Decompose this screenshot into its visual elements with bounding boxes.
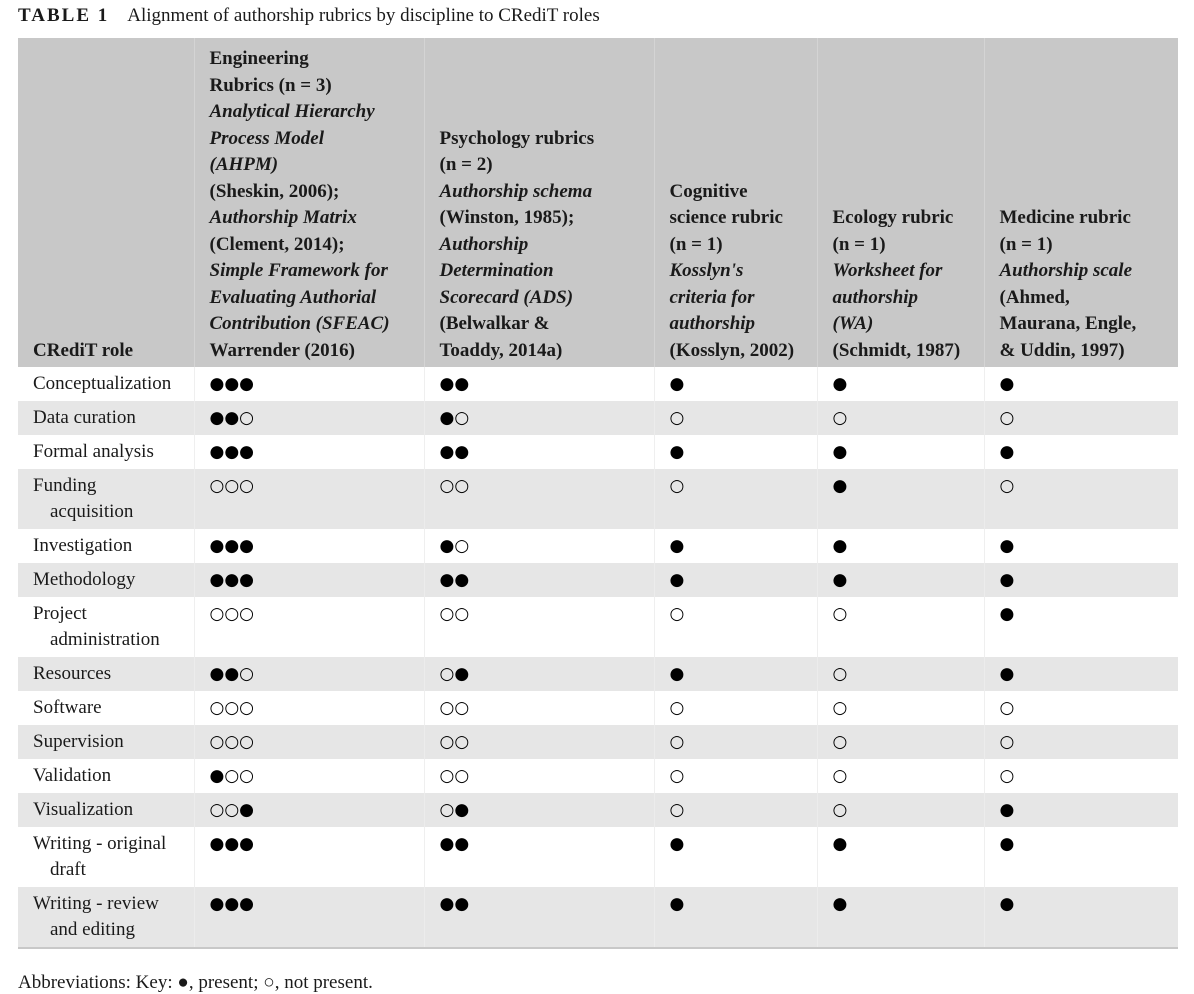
cell-credit-role: [18, 759, 194, 793]
header-line: Ecology rubric: [832, 207, 954, 228]
cell-engineering: [194, 435, 424, 469]
table-row: [18, 827, 1178, 887]
presence-indicator: ○○●: [209, 800, 255, 820]
presence-indicator: ○: [669, 604, 685, 624]
presence-indicator: ●●●: [209, 570, 255, 590]
header-line: Scorecard (ADS): [439, 286, 574, 308]
presence-indicator: ○: [999, 732, 1015, 752]
presence-indicator: ○: [669, 698, 685, 718]
header-line: (Kosslyn, 2002): [669, 339, 795, 361]
alignment-table: [18, 38, 1178, 949]
cell-engineering: [194, 691, 424, 725]
cell-credit-role: [18, 435, 194, 469]
cell-engineering: [194, 793, 424, 827]
table-caption: [18, 5, 600, 27]
presence-indicator: ●: [999, 800, 1015, 820]
cell-medicine: [984, 657, 1178, 691]
cell-engineering: [194, 657, 424, 691]
cell-psychology: [424, 759, 654, 793]
presence-indicator: ●●●: [209, 536, 255, 556]
header-line: Worksheet for: [832, 260, 943, 281]
table-body: [18, 367, 1178, 948]
header-line: Contribution (SFEAC): [209, 313, 390, 334]
presence-indicator: ●: [832, 570, 848, 590]
header-cognitive-science: [654, 38, 817, 367]
header-line: (Ahmed,: [999, 286, 1070, 308]
header-line: (WA): [832, 313, 874, 334]
cell-engineering: [194, 887, 424, 948]
presence-indicator: ●: [832, 834, 848, 854]
table-row: [18, 597, 1178, 657]
cell-cognitive-science: [654, 563, 817, 597]
cell-engineering: [194, 827, 424, 887]
table-footnote: Abbreviations: Key: ●, present; ○, not present.: [18, 972, 373, 993]
presence-indicator: ●●○: [209, 664, 255, 684]
presence-indicator: ○: [999, 698, 1015, 718]
table-row: [18, 691, 1178, 725]
presence-indicator: ○: [832, 408, 848, 428]
presence-indicator: ○: [669, 766, 685, 786]
cell-cognitive-science: [654, 793, 817, 827]
presence-indicator: ○: [832, 732, 848, 752]
cell-engineering: [194, 367, 424, 401]
table-row: [18, 367, 1178, 401]
presence-indicator: ●○○: [209, 766, 255, 786]
header-line: Authorship: [439, 233, 529, 255]
role-label: Visualization: [33, 799, 134, 820]
presence-indicator: ●: [669, 442, 685, 462]
cell-ecology: [817, 725, 984, 759]
presence-indicator: ○○: [439, 476, 470, 496]
cell-medicine: [984, 887, 1178, 948]
cell-ecology: [817, 691, 984, 725]
cell-engineering: [194, 725, 424, 759]
presence-indicator: ●: [669, 834, 685, 854]
role-label: Investigation: [33, 535, 133, 556]
header-line: (Sheskin, 2006);: [209, 180, 340, 202]
header-line: Simple Framework for: [209, 260, 388, 281]
presence-indicator: ○: [669, 408, 685, 428]
cell-cognitive-science: [654, 597, 817, 657]
presence-indicator: ●: [669, 570, 685, 590]
presence-indicator: ●: [999, 604, 1015, 624]
role-label: and editing: [50, 919, 135, 940]
table-row: [18, 657, 1178, 691]
table-row: [18, 469, 1178, 529]
cell-credit-role: [18, 563, 194, 597]
header-line: (Winston, 1985);: [439, 207, 575, 228]
cell-engineering: [194, 759, 424, 793]
cell-ecology: [817, 401, 984, 435]
header-credit-role: CRediT role: [18, 38, 194, 367]
header-line: Toaddy, 2014a): [439, 339, 563, 361]
presence-indicator: ●●: [439, 374, 470, 394]
presence-indicator: ○: [999, 408, 1015, 428]
role-label: Data curation: [33, 407, 136, 428]
cell-cognitive-science: [654, 759, 817, 793]
cell-engineering: [194, 563, 424, 597]
cell-psychology: [424, 725, 654, 759]
cell-credit-role: [18, 469, 194, 529]
table-title: Alignment of authorship rubrics by discipline to CRediT roles: [127, 5, 600, 26]
header-engineering: [194, 38, 424, 367]
presence-indicator: ●: [832, 374, 848, 394]
presence-indicator: ●: [832, 476, 848, 496]
cell-ecology: [817, 469, 984, 529]
presence-indicator: ●: [999, 570, 1015, 590]
header-line: Determination: [439, 260, 554, 281]
presence-indicator: ●●: [439, 570, 470, 590]
header-line: Authorship scale: [999, 260, 1133, 281]
presence-indicator: ●: [999, 664, 1015, 684]
cell-credit-role: [18, 597, 194, 657]
table-row: [18, 401, 1178, 435]
header-ecology: [817, 38, 984, 367]
presence-indicator: ●○: [439, 408, 470, 428]
presence-indicator: ●: [832, 894, 848, 914]
cell-cognitive-science: [654, 469, 817, 529]
cell-credit-role: [18, 529, 194, 563]
header-line: criteria for: [669, 286, 755, 308]
header-line: & Uddin, 1997): [999, 339, 1125, 361]
cell-credit-role: [18, 657, 194, 691]
cell-psychology: [424, 827, 654, 887]
cell-credit-role: [18, 725, 194, 759]
presence-indicator: ●●●: [209, 374, 255, 394]
presence-indicator: ●: [832, 536, 848, 556]
cell-psychology: [424, 367, 654, 401]
presence-indicator: ●: [832, 442, 848, 462]
presence-indicator: ○: [999, 476, 1015, 496]
role-label: Funding: [33, 475, 97, 496]
cell-ecology: [817, 529, 984, 563]
presence-indicator: ○: [669, 732, 685, 752]
cell-credit-role: [18, 691, 194, 725]
cell-medicine: [984, 597, 1178, 657]
table-row: [18, 725, 1178, 759]
header-psychology: [424, 38, 654, 367]
cell-credit-role: [18, 827, 194, 887]
role-label: Software: [33, 697, 102, 718]
presence-indicator: ○: [832, 698, 848, 718]
header-line: Medicine rubric: [999, 207, 1131, 228]
cell-medicine: [984, 759, 1178, 793]
role-label: acquisition: [50, 501, 134, 522]
header-line: Rubrics (n = 3): [209, 74, 332, 96]
cell-ecology: [817, 827, 984, 887]
presence-indicator: ●●: [439, 894, 470, 914]
presence-indicator: ●●: [439, 442, 470, 462]
presence-indicator: ●: [999, 834, 1015, 854]
table-header: [18, 38, 1178, 367]
presence-indicator: ○○: [439, 766, 470, 786]
presence-indicator: ●: [669, 894, 685, 914]
header-line: (Belwalkar &: [439, 313, 550, 334]
header-line: (n = 1): [999, 233, 1053, 255]
presence-indicator: ●: [669, 536, 685, 556]
table-row: [18, 563, 1178, 597]
cell-psychology: [424, 401, 654, 435]
header-line: (n = 1): [832, 233, 886, 255]
table-row: [18, 529, 1178, 563]
presence-indicator: ●●●: [209, 834, 255, 854]
role-label: Methodology: [33, 569, 136, 590]
cell-cognitive-science: [654, 367, 817, 401]
cell-ecology: [817, 759, 984, 793]
presence-indicator: ○: [832, 800, 848, 820]
role-label: administration: [50, 629, 160, 650]
presence-indicator: ○○○: [209, 476, 255, 496]
cell-credit-role: [18, 793, 194, 827]
presence-indicator: ●: [999, 442, 1015, 462]
cell-medicine: [984, 691, 1178, 725]
role-label: Resources: [33, 663, 112, 684]
cell-engineering: [194, 401, 424, 435]
header-line: authorship: [832, 286, 919, 308]
cell-medicine: [984, 725, 1178, 759]
presence-indicator: ●: [669, 374, 685, 394]
cell-ecology: [817, 793, 984, 827]
header-line: Maurana, Engle,: [999, 313, 1137, 334]
role-label: Writing - original: [33, 833, 167, 854]
presence-indicator: ●○: [439, 536, 470, 556]
cell-ecology: [817, 435, 984, 469]
role-label: Supervision: [33, 731, 124, 752]
presence-indicator: ●●: [439, 834, 470, 854]
header-line: (Schmidt, 1987): [832, 339, 961, 361]
cell-cognitive-science: [654, 887, 817, 948]
header-line: Warrender (2016): [209, 339, 355, 361]
cell-medicine: [984, 563, 1178, 597]
cell-ecology: [817, 887, 984, 948]
table-row: [18, 759, 1178, 793]
table-row: [18, 435, 1178, 469]
cell-cognitive-science: [654, 435, 817, 469]
header-line: Process Model: [209, 127, 325, 149]
cell-ecology: [817, 367, 984, 401]
cell-credit-role: [18, 401, 194, 435]
header-line: Engineering: [209, 48, 309, 69]
cell-cognitive-science: [654, 827, 817, 887]
presence-indicator: ●●●: [209, 442, 255, 462]
cell-engineering: [194, 529, 424, 563]
presence-indicator: ●: [999, 374, 1015, 394]
presence-indicator: ●●○: [209, 408, 255, 428]
cell-medicine: [984, 529, 1178, 563]
cell-medicine: [984, 435, 1178, 469]
cell-psychology: [424, 691, 654, 725]
header-line: Kosslyn's: [669, 260, 744, 281]
header-line: (n = 1): [669, 233, 723, 255]
table-label: TABLE 1: [18, 5, 110, 26]
cell-credit-role: [18, 367, 194, 401]
cell-cognitive-science: [654, 657, 817, 691]
cell-medicine: [984, 469, 1178, 529]
cell-cognitive-science: [654, 401, 817, 435]
presence-indicator: ○○: [439, 698, 470, 718]
cell-psychology: [424, 657, 654, 691]
cell-cognitive-science: [654, 529, 817, 563]
presence-indicator: ○●: [439, 664, 470, 684]
presence-indicator: ○○○: [209, 604, 255, 624]
cell-cognitive-science: [654, 691, 817, 725]
header-line: Evaluating Authorial: [209, 286, 377, 308]
presence-indicator: ○: [669, 476, 685, 496]
presence-indicator: ○○: [439, 604, 470, 624]
presence-indicator: ○○○: [209, 732, 255, 752]
cell-ecology: [817, 657, 984, 691]
cell-psychology: [424, 563, 654, 597]
presence-indicator: ○○○: [209, 698, 255, 718]
role-label: Writing - review: [33, 893, 159, 914]
header-line: authorship: [669, 313, 756, 334]
role-label: Validation: [33, 765, 112, 786]
cell-psychology: [424, 435, 654, 469]
cell-psychology: [424, 887, 654, 948]
presence-indicator: ●: [669, 664, 685, 684]
cell-psychology: [424, 597, 654, 657]
table-row: [18, 887, 1178, 948]
cell-psychology: [424, 793, 654, 827]
header-line: (AHPM): [209, 154, 279, 175]
role-label: Formal analysis: [33, 441, 154, 462]
presence-indicator: ○○: [439, 732, 470, 752]
presence-indicator: ○: [832, 664, 848, 684]
header-line: Authorship schema: [439, 180, 593, 202]
presence-indicator: ○: [669, 800, 685, 820]
presence-indicator: ○: [832, 766, 848, 786]
header-medicine: [984, 38, 1178, 367]
role-label: Project: [33, 603, 87, 624]
cell-medicine: [984, 827, 1178, 887]
cell-psychology: [424, 529, 654, 563]
presence-indicator: ●: [999, 894, 1015, 914]
presence-indicator: ●: [999, 536, 1015, 556]
header-line: Psychology rubrics: [439, 127, 595, 149]
role-label: draft: [50, 859, 86, 880]
cell-ecology: [817, 563, 984, 597]
header-line: (Clement, 2014);: [209, 233, 345, 255]
presence-indicator: ○●: [439, 800, 470, 820]
header-line: science rubric: [669, 207, 783, 228]
cell-engineering: [194, 597, 424, 657]
presence-indicator: ○: [832, 604, 848, 624]
header-line: (n = 2): [439, 154, 493, 175]
header-line: Analytical Hierarchy: [209, 101, 375, 122]
header-line: Authorship Matrix: [209, 207, 357, 228]
cell-cognitive-science: [654, 725, 817, 759]
presence-indicator: ●●●: [209, 894, 255, 914]
cell-medicine: [984, 401, 1178, 435]
table-row: [18, 793, 1178, 827]
presence-indicator: ○: [999, 766, 1015, 786]
cell-ecology: [817, 597, 984, 657]
header-line: Cognitive: [669, 180, 748, 202]
cell-credit-role: [18, 887, 194, 948]
cell-medicine: [984, 793, 1178, 827]
cell-medicine: [984, 367, 1178, 401]
role-label: Conceptualization: [33, 373, 172, 394]
cell-engineering: [194, 469, 424, 529]
cell-psychology: [424, 469, 654, 529]
